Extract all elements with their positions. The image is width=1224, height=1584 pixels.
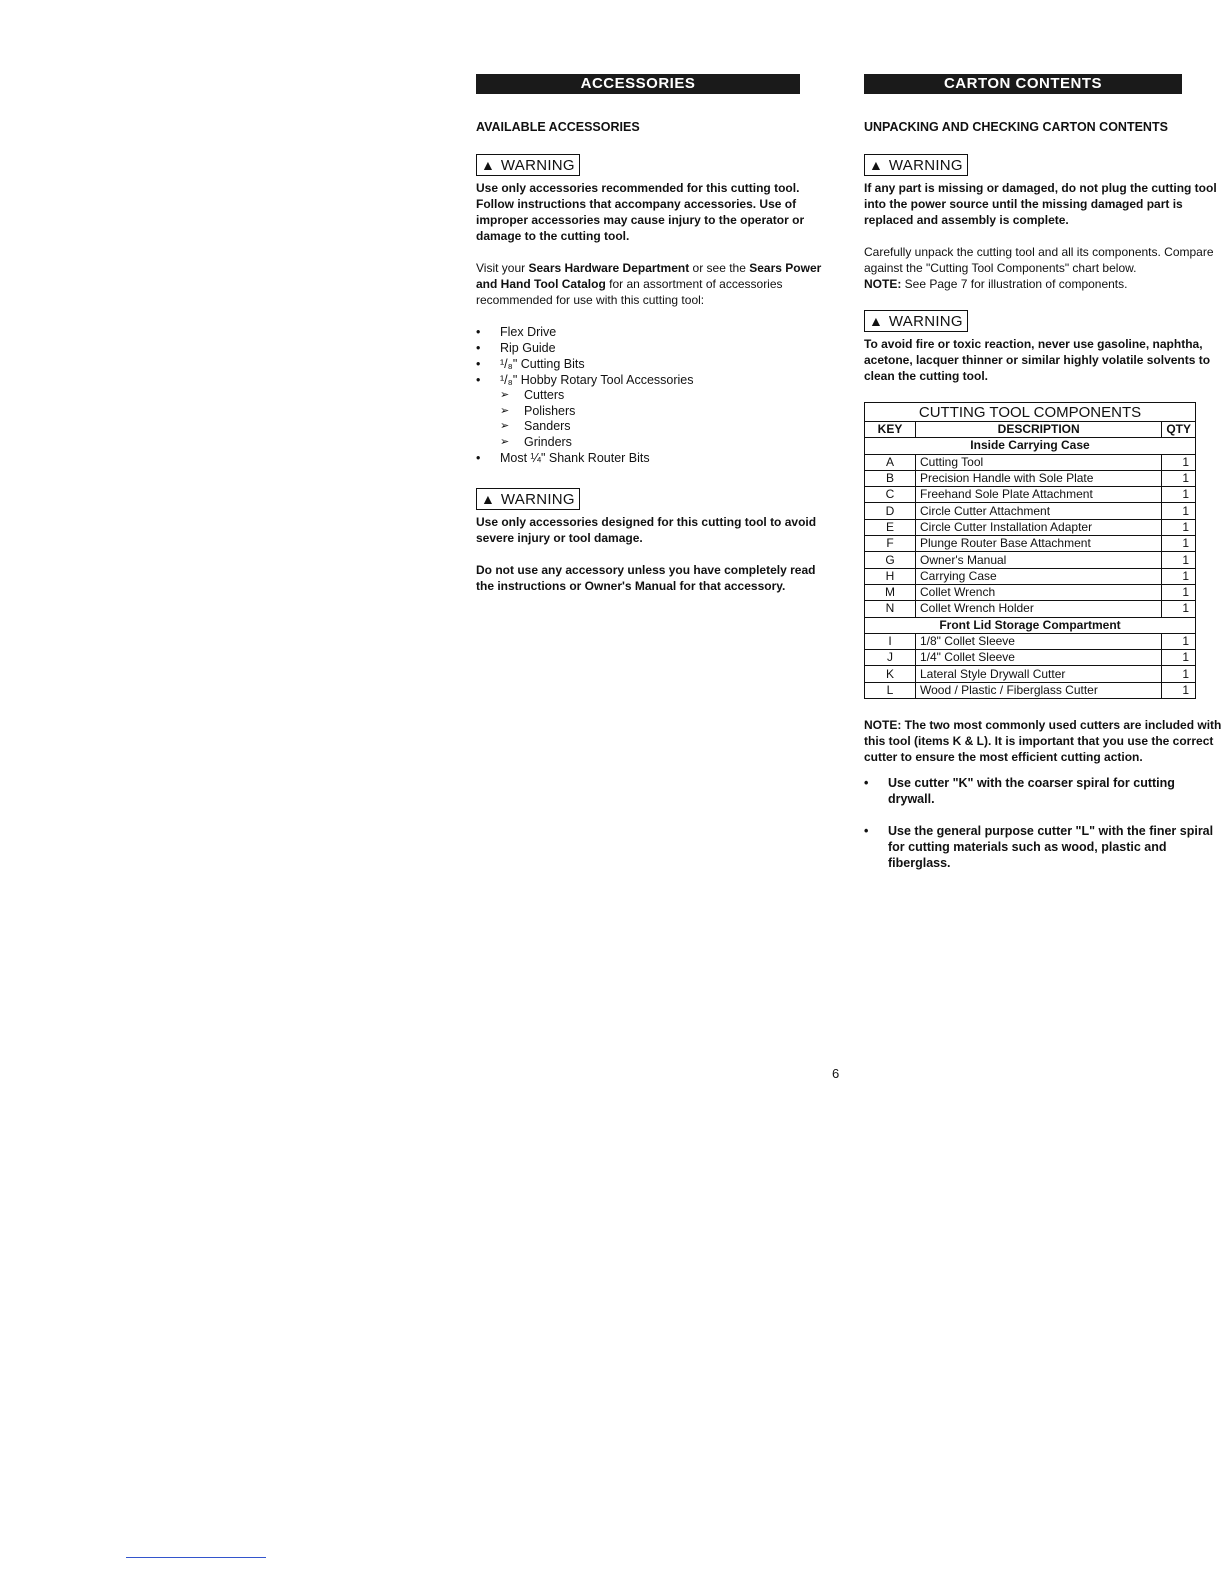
footer-rule — [126, 1557, 266, 1558]
warning-label: ▲ WARNING — [864, 310, 968, 332]
table-cell-qty: 1 — [1162, 503, 1196, 519]
cutter-tips-list — [864, 775, 1224, 871]
column-header: KEY — [865, 422, 916, 438]
hobby-accessories-sublist — [500, 388, 826, 450]
table-cell-key: G — [865, 552, 916, 568]
table-row — [865, 519, 1196, 535]
table-cell-key: E — [865, 519, 916, 535]
table-cell-key: B — [865, 470, 916, 486]
table-row — [865, 650, 1196, 666]
table-cell-desc: 1/8" Collet Sleeve — [916, 633, 1162, 649]
table-row — [865, 584, 1196, 600]
carton-contents-banner: CARTON CONTENTS — [864, 74, 1182, 94]
warning-triangle-icon: ▲ — [869, 157, 883, 173]
list-item: • Use cutter "K" with the coarser spiral for cutting drywall. — [864, 775, 1224, 807]
list-item: • Most ¼" Shank Router Bits — [476, 450, 826, 466]
warning-text: To avoid fire or toxic reaction, never use gasoline, naphtha, acetone, lacquer thinner or similar highly volatile solvents to clean the cutting tool. — [864, 337, 1211, 383]
table-row — [865, 503, 1196, 519]
table-cell-key: K — [865, 666, 916, 682]
warning-triangle-icon: ▲ — [869, 313, 883, 329]
table-cell-key: A — [865, 454, 916, 470]
list-item: • ¹/₈" Cutting Bits — [476, 356, 826, 372]
table-cell-qty: 1 — [1162, 601, 1196, 617]
table-cell-desc: Circle Cutter Attachment — [916, 503, 1162, 519]
table-cell-desc: Collet Wrench Holder — [916, 601, 1162, 617]
table-row — [865, 487, 1196, 503]
accessories-banner: ACCESSORIES — [476, 74, 800, 94]
table-cell-key: J — [865, 650, 916, 666]
table-cell-key: I — [865, 633, 916, 649]
table-cell-qty: 1 — [1162, 470, 1196, 486]
unpack-paragraph: Carefully unpack the cutting tool and all its components. Compare against the "Cutting Tool Components" chart below. — [864, 245, 1214, 275]
cutter-note: NOTE: The two most commonly used cutters are included with this tool (items K & L). It is important that you use the correct cutter to ensure the most efficient cutting action. — [864, 718, 1222, 765]
table-cell-desc: Lateral Style Drywall Cutter — [916, 666, 1162, 682]
table-title: CUTTING TOOL COMPONENTS — [865, 403, 1196, 422]
available-accessories-heading: AVAILABLE ACCESSORIES — [476, 120, 640, 134]
table-cell-qty: 1 — [1162, 633, 1196, 649]
table-row — [865, 536, 1196, 552]
warning-triangle-icon: ▲ — [481, 157, 495, 173]
table-cell-desc: Owner's Manual — [916, 552, 1162, 568]
table-cell-desc: Circle Cutter Installation Adapter — [916, 519, 1162, 535]
table-group-header: Inside Carrying Case — [865, 438, 1196, 454]
table-cell-qty: 1 — [1162, 454, 1196, 470]
table-cell-qty: 1 — [1162, 536, 1196, 552]
table-cell-qty: 1 — [1162, 584, 1196, 600]
table-cell-key: D — [865, 503, 916, 519]
table-cell-desc: Carrying Case — [916, 568, 1162, 584]
table-cell-key: M — [865, 584, 916, 600]
table-cell-key: F — [865, 536, 916, 552]
column-header: DESCRIPTION — [916, 422, 1162, 438]
table-cell-desc: Collet Wrench — [916, 584, 1162, 600]
table-cell-qty: 1 — [1162, 682, 1196, 698]
warning-label: ▲ WARNING — [476, 488, 580, 510]
page-number: 6 — [832, 1066, 840, 1081]
table-cell-key: N — [865, 601, 916, 617]
list-item: • ¹/₈" Hobby Rotary Tool Accessories ➢ Cutters ➢ Polishers ➢ Sanders ➢ Grinders — [476, 372, 826, 450]
table-row — [865, 470, 1196, 486]
table-cell-desc: Cutting Tool — [916, 454, 1162, 470]
list-item: ➢ Sanders — [500, 419, 826, 435]
table-row — [865, 633, 1196, 649]
table-row — [865, 682, 1196, 698]
list-item: • Rip Guide — [476, 340, 826, 356]
table-group-header: Front Lid Storage Compartment — [865, 617, 1196, 633]
table-cell-key: H — [865, 568, 916, 584]
table-cell-desc: 1/4" Collet Sleeve — [916, 650, 1162, 666]
table-cell-desc: Plunge Router Base Attachment — [916, 536, 1162, 552]
table-row — [865, 454, 1196, 470]
table-row — [865, 552, 1196, 568]
table-cell-qty: 1 — [1162, 487, 1196, 503]
table-cell-qty: 1 — [1162, 519, 1196, 535]
note-line: NOTE: See Page 7 for illustration of components. — [864, 277, 1128, 291]
list-item: ➢ Polishers — [500, 404, 826, 420]
table-row — [865, 601, 1196, 617]
list-item: ➢ Cutters — [500, 388, 826, 404]
table-row — [865, 568, 1196, 584]
warning-text: Use only accessories recommended for this cutting tool. Follow instructions that accompany accessories. Use of improper accessories may cause injury to the operator or damage to the cutting tool. — [476, 181, 805, 243]
visit-paragraph: Visit your Sears Hardware Department or see the Sears Power and Hand Tool Catalog for an assortment of accessories recommended for use with this cutting tool: — [476, 261, 822, 307]
table-cell-key: C — [865, 487, 916, 503]
carton-contents-column — [864, 74, 1224, 871]
unpacking-heading: UNPACKING AND CHECKING CARTON CONTENTS — [864, 120, 1168, 134]
components-table — [864, 402, 1196, 699]
list-item: • Flex Drive — [476, 324, 826, 340]
list-item: • Use the general purpose cutter "L" with the finer spiral for cutting materials such as wood, plastic and fiberglass. — [864, 823, 1224, 871]
warning-label: ▲ WARNING — [864, 154, 968, 176]
table-cell-qty: 1 — [1162, 666, 1196, 682]
list-item: ➢ Grinders — [500, 435, 826, 451]
table-cell-desc: Freehand Sole Plate Attachment — [916, 487, 1162, 503]
table-cell-qty: 1 — [1162, 650, 1196, 666]
table-cell-qty: 1 — [1162, 568, 1196, 584]
accessories-column — [476, 74, 826, 594]
warning-label: ▲ WARNING — [476, 154, 580, 176]
table-cell-key: L — [865, 682, 916, 698]
warning-text: Use only accessories designed for this cutting tool to avoid severe injury or tool damage. — [476, 515, 817, 545]
table-cell-qty: 1 — [1162, 552, 1196, 568]
warning-triangle-icon: ▲ — [481, 491, 495, 507]
table-cell-desc: Precision Handle with Sole Plate — [916, 470, 1162, 486]
column-header: QTY — [1162, 422, 1196, 438]
table-cell-desc: Wood / Plastic / Fiberglass Cutter — [916, 682, 1162, 698]
accessories-list — [476, 324, 826, 466]
accessory-caution-text: Do not use any accessory unless you have completely read the instructions or Owner's Manual for that accessory. — [476, 563, 816, 593]
table-row — [865, 666, 1196, 682]
warning-text: If any part is missing or damaged, do not plug the cutting tool into the power source until the missing damaged part is replaced and assembly is complete. — [864, 181, 1217, 227]
